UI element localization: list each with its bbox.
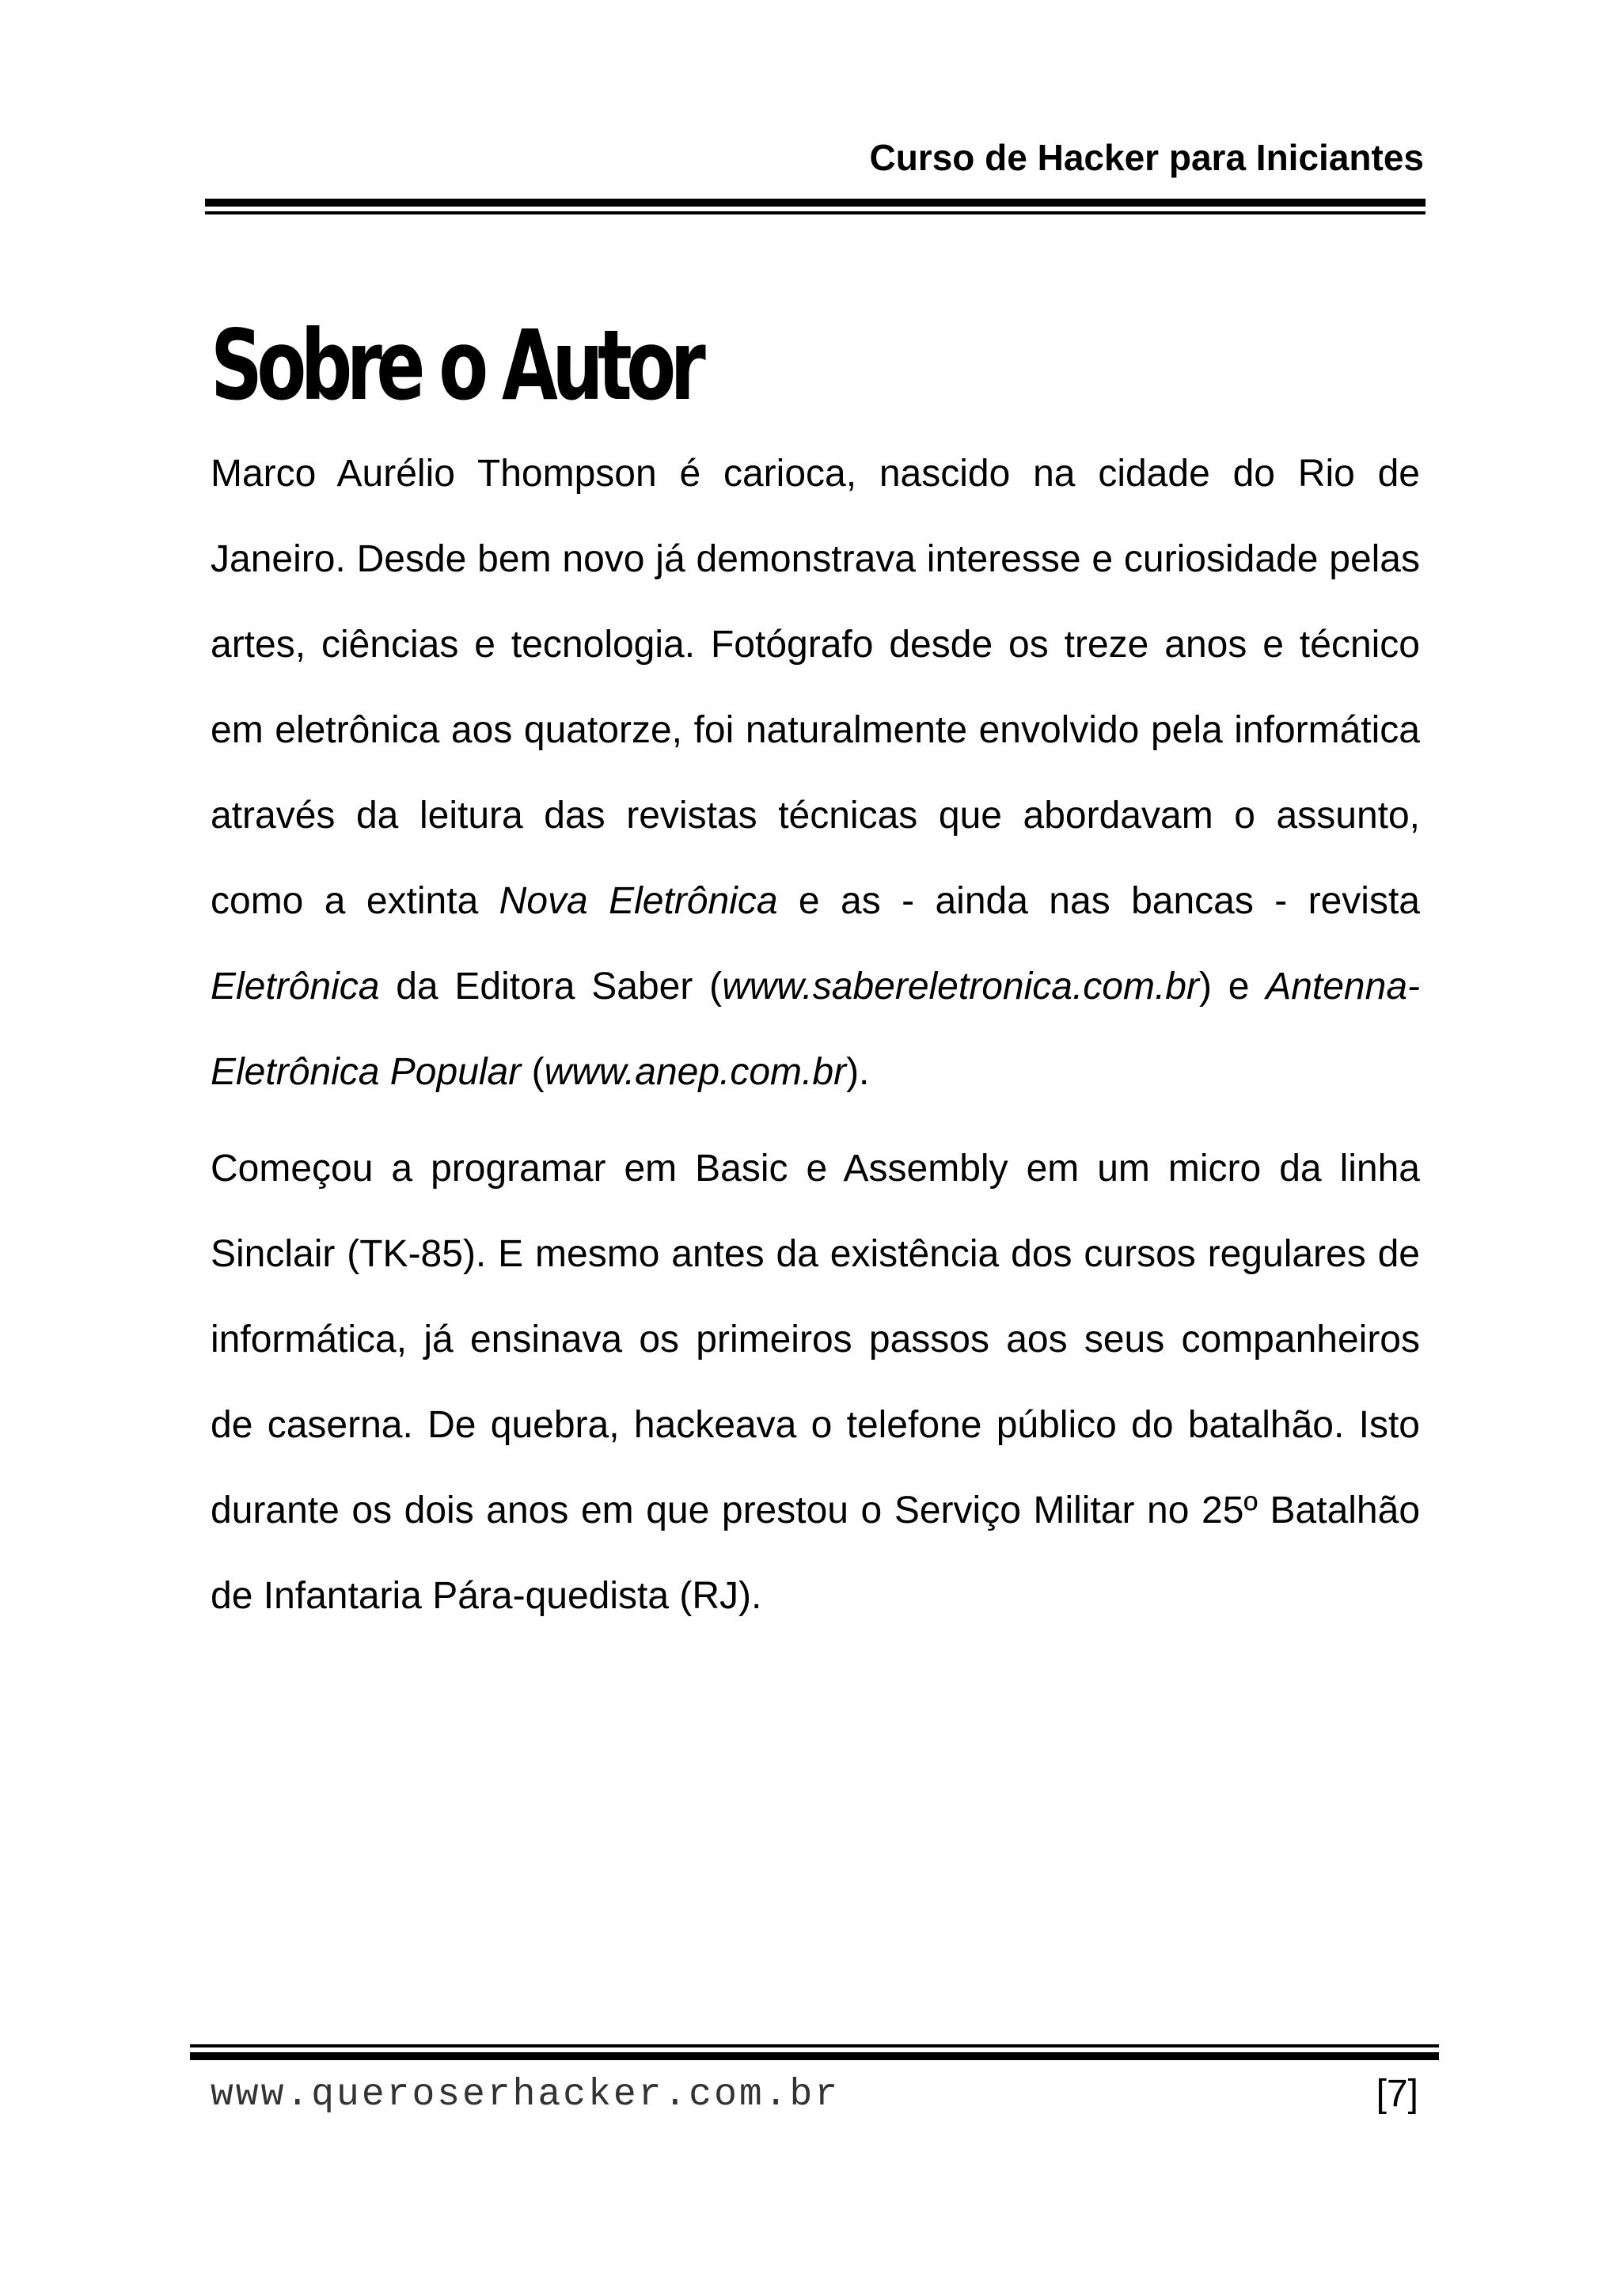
body-text <box>211 431 1420 1639</box>
footer-url: www.queroserhacker.com.br <box>211 2074 841 2116</box>
chapter-title: Sobre o Autor <box>211 309 700 422</box>
magazine-title-nova-eletronica: Nova Eletrônica <box>499 880 778 922</box>
paragraph-2 <box>211 1126 1420 1639</box>
text-run: ) e <box>1198 966 1266 1008</box>
text-run: ). <box>846 1051 870 1093</box>
text-run: da Editora Saber ( <box>379 966 723 1008</box>
header-rule-thick <box>205 199 1425 207</box>
ordinal-indicator: º <box>1243 1490 1258 1531</box>
magazine-title-antenna: Antenna-Eletrônica Popular <box>211 966 1420 1093</box>
footer-rule-thin <box>190 2044 1439 2047</box>
text-run: Batalhão de Infantaria Pára-quedista (RJ). <box>211 1490 1421 1617</box>
footer-rule-thick <box>190 2052 1439 2060</box>
url-sabereletronica: www.sabereletronica.com.br <box>722 966 1199 1008</box>
header-rule-thin <box>205 211 1425 214</box>
text-run: Marco Aurélio Thompson é carioca, nascido na cidade do Rio de Janeiro. Desde bem novo já demonstrava interesse e curiosidade pelas artes, ciências e tecnologia. Fotógrafo desde os treze anos e técnico em eletrônica aos quatorze, foi naturalmente envolvido pela informática através da leitura das revistas técnicas que abordavam o assunto, como a extinta <box>211 453 1420 922</box>
text-run: e as - ainda nas bancas - revista <box>777 880 1420 922</box>
running-header-title: Curso de Hacker para Iniciantes <box>869 137 1424 178</box>
url-anep: www.anep.com.br <box>544 1051 847 1093</box>
magazine-title-eletronica: Eletrônica <box>211 966 380 1008</box>
text-run: Começou a programar em Basic e Assembly em um micro da linha Sinclair (TK-85). E mesmo antes da existência dos cursos regulares de informática, já ensinava os primeiros passos aos seus companheiros de caserna. De quebra, hackeava o telefone público do batalhão. Isto durante os dois anos em que prestou o Serviço Militar no 25 <box>211 1148 1420 1531</box>
text-run: ( <box>521 1051 545 1093</box>
page-number: [7] <box>1376 2073 1418 2115</box>
paragraph-1 <box>211 431 1420 1115</box>
